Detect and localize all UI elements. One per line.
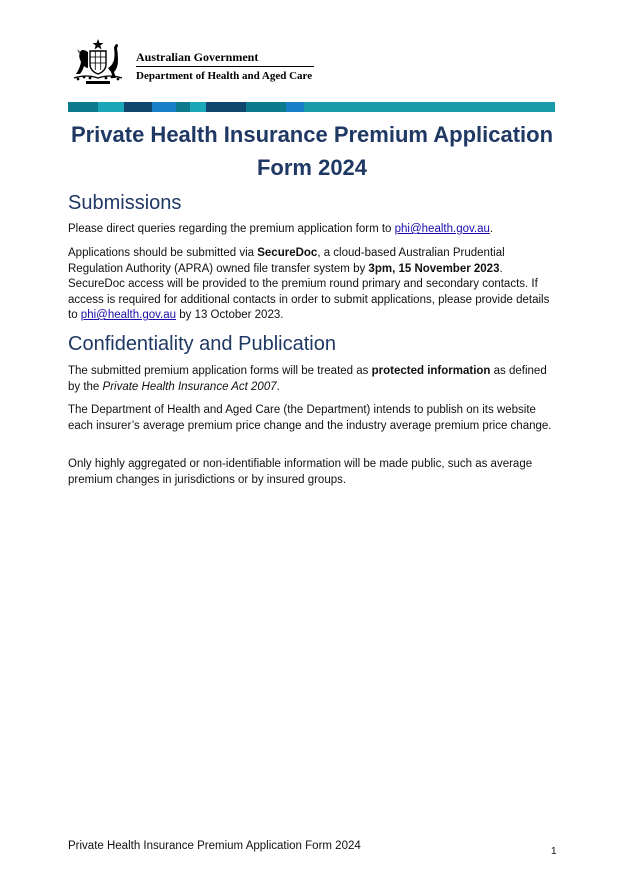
footer-text: Private Health Insurance Premium Application Form 2024 bbox=[68, 840, 361, 852]
government-header bbox=[68, 38, 368, 88]
color-bar-segment bbox=[176, 102, 190, 112]
paragraph-text: The submitted premium application forms will be treated as bbox=[68, 365, 372, 377]
government-name bbox=[136, 50, 314, 83]
submissions-paragraph-2 bbox=[68, 246, 560, 324]
paragraph-text: . bbox=[276, 380, 280, 393]
header-divider bbox=[136, 66, 314, 67]
color-bar-segment bbox=[304, 102, 555, 112]
color-bar-segment bbox=[190, 102, 206, 112]
color-bar-segment bbox=[286, 102, 304, 112]
email-link[interactable]: phi@health.gov.au bbox=[394, 223, 490, 235]
paragraph-text: Applications should be submitted via bbox=[68, 247, 258, 259]
color-bar-segment bbox=[206, 102, 246, 112]
government-line: Australian Government bbox=[136, 50, 259, 64]
submissions-paragraph-1 bbox=[68, 222, 560, 238]
securedoc-bold: SecureDoc bbox=[257, 247, 318, 259]
page-number: 1 bbox=[551, 846, 557, 857]
paragraph-text: as defined by the bbox=[68, 365, 547, 393]
paragraph-text: . SecureDoc access will be provided to the premium round primary and secondary contacts. If access is required for additional contacts in order to submit applications, please provide details to bbox=[68, 262, 550, 321]
color-bar-segment bbox=[246, 102, 286, 112]
heading-confidentiality: Confidentiality and Publication bbox=[68, 333, 336, 355]
email-link[interactable]: phi@health.gov.au bbox=[80, 309, 177, 321]
page-title: Private Health Insurance Premium Application Form 2024 bbox=[70, 122, 554, 180]
confidentiality-paragraph-2: The Department of Health and Aged Care (the Department) intends to publish on its website each insurer’s average premium price change and the industry average premium price change. bbox=[68, 404, 552, 432]
color-bar-segment bbox=[152, 102, 176, 112]
paragraph-text: Please direct queries regarding the premium application form to bbox=[68, 223, 395, 235]
act-name-italic: Private Health Insurance Act 2007 bbox=[102, 380, 277, 393]
paragraph-text: , a cloud-based Australian Prudential Regulation Authority (APRA) owned file transfer system by bbox=[68, 247, 505, 275]
confidentiality-paragraph-3: Only highly aggregated or non-identifiable information will be made public, such as average premium changes in jurisdictions or by insured groups. bbox=[68, 458, 533, 486]
paragraph-text: by 13 October 2023. bbox=[176, 309, 284, 321]
department-line: Department of Health and Aged Care bbox=[136, 70, 313, 82]
deadline-bold: 3pm, 15 November 2023 bbox=[368, 262, 500, 275]
coat-of-arms-icon bbox=[68, 38, 128, 86]
confidentiality-paragraph-1 bbox=[68, 364, 560, 395]
protected-information-bold: protected information bbox=[371, 365, 491, 377]
color-bar-segment bbox=[68, 102, 98, 112]
heading-submissions: Submissions bbox=[68, 192, 182, 214]
color-bar-segment bbox=[98, 102, 124, 112]
paragraph-text: . bbox=[489, 223, 494, 235]
decorative-color-bar bbox=[68, 102, 555, 112]
color-bar-segment bbox=[124, 102, 152, 112]
